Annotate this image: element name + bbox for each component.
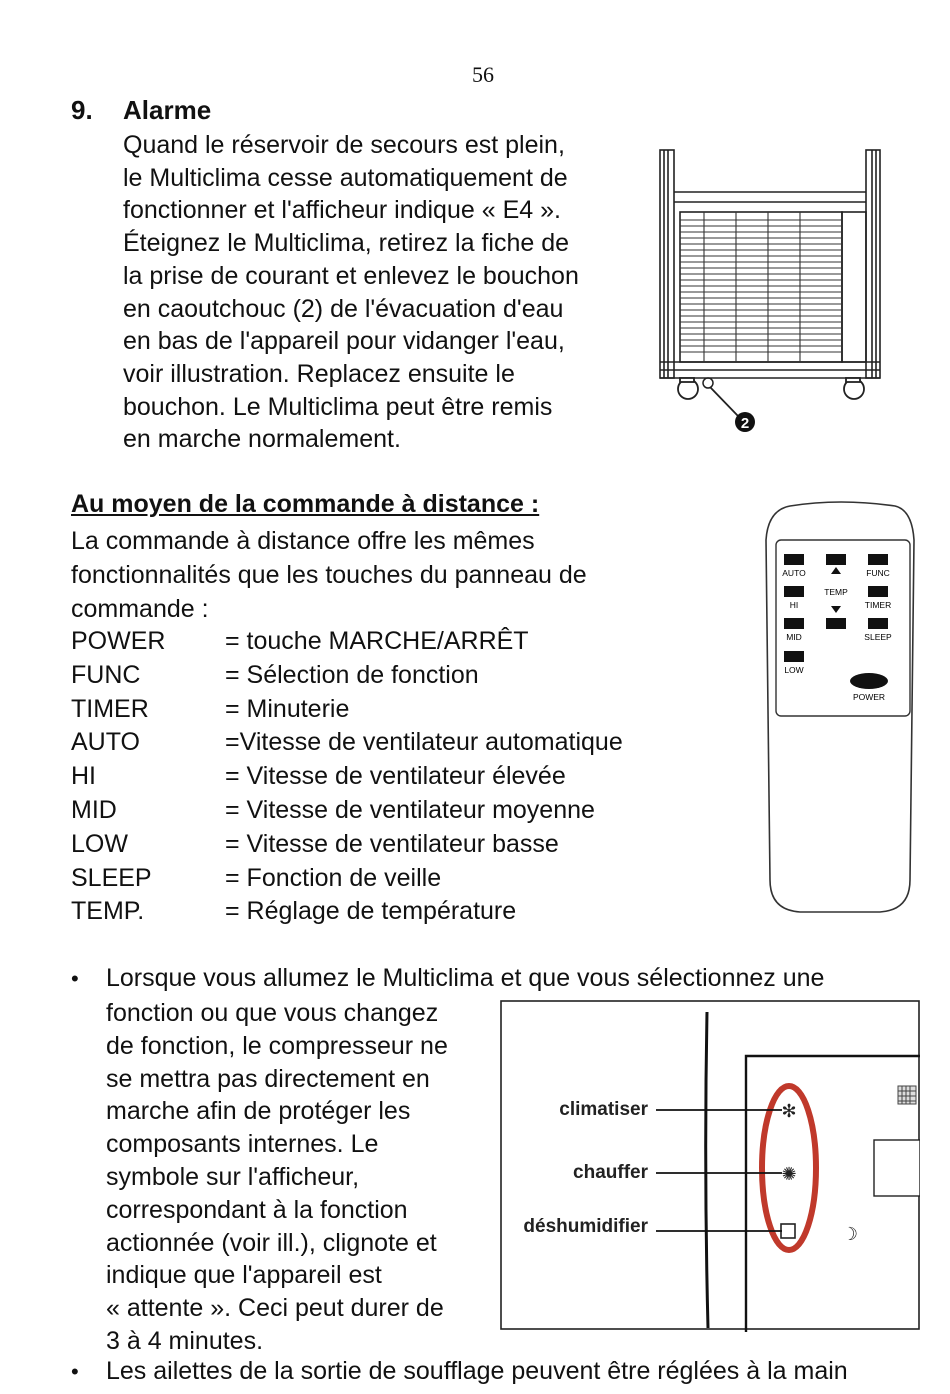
function-desc: =Vitesse de ventilateur automatique xyxy=(225,728,623,757)
function-key: SLEEP xyxy=(71,863,152,892)
remote-control-illustration xyxy=(760,500,920,920)
remote-label-power: POWER xyxy=(852,692,886,702)
bullet-first-line: Lorsque vous allumez le Multiclima et que vous sélectionnez une xyxy=(106,964,825,992)
appliance-drain-illustration xyxy=(650,140,900,440)
snowflake-icon: ✻ xyxy=(781,1101,797,1121)
text-line: marche afin de protéger les xyxy=(106,1097,411,1126)
remote-label-auto: AUTO xyxy=(782,568,806,578)
text-line: « attente ». Ceci peut durer de xyxy=(106,1294,444,1323)
sun-icon: ✺ xyxy=(781,1164,797,1184)
text-line: de fonction, le compresseur ne xyxy=(106,1031,448,1060)
label-chauffer: chauffer xyxy=(573,1162,648,1183)
text-line: actionnée (voir ill.), clignote et xyxy=(106,1228,437,1257)
page-number: 56 xyxy=(472,62,494,87)
bullet-icon: • xyxy=(71,966,79,991)
drain-plug-pointer xyxy=(703,378,738,416)
remote-label-low: LOW xyxy=(784,665,804,675)
text-line: indique que l'appareil est xyxy=(106,1261,382,1290)
remote-label-sleep: SLEEP xyxy=(864,632,892,642)
text-line: Éteignez le Multiclima, retirez la fiche de xyxy=(123,229,570,258)
section-title: Alarme xyxy=(123,95,212,125)
text-line: 3 à 4 minutes. xyxy=(106,1326,264,1355)
function-desc: = Sélection de fonction xyxy=(225,660,479,689)
text-line: en marche normalement. xyxy=(123,425,401,454)
function-key: LOW xyxy=(71,829,128,858)
remote-label-hi: HI xyxy=(789,600,799,610)
remote-label-func: FUNC xyxy=(866,568,890,578)
text-line: Quand le réservoir de secours est plein, xyxy=(123,131,565,159)
function-key: HI xyxy=(71,762,96,791)
function-key: POWER xyxy=(71,627,166,655)
label-climatiser: climatiser xyxy=(559,1099,648,1120)
text-line: voir illustration. Replacez ensuite le xyxy=(123,359,515,388)
text-line: en caoutchouc (2) de l'évacuation d'eau xyxy=(123,294,564,323)
text-line: se mettra pas directement en xyxy=(106,1064,430,1093)
text-line: fonction ou que vous changez xyxy=(106,999,439,1027)
text-line: symbole sur l'afficheur, xyxy=(106,1162,360,1191)
remote-label-mid: MID xyxy=(786,632,802,642)
power-button-icon xyxy=(850,673,888,689)
section-number: 9. xyxy=(71,95,93,125)
moon-icon: ☽ xyxy=(841,1224,859,1244)
function-desc: = Minuterie xyxy=(225,694,350,723)
display-panel-illustration xyxy=(500,1000,920,1332)
function-key: MID xyxy=(71,795,117,824)
function-key: TEMP. xyxy=(71,897,145,926)
text-line: commande : xyxy=(71,595,209,623)
bullet-icon: • xyxy=(71,1359,79,1384)
alarm-paragraph xyxy=(123,129,579,456)
text-line: le Multiclima cesse automatiquement de xyxy=(123,163,568,192)
remote-label-temp: TEMP xyxy=(824,587,848,597)
function-key: TIMER xyxy=(71,694,149,723)
remote-intro xyxy=(71,524,587,626)
text-line: La commande à distance offre les mêmes xyxy=(71,527,535,555)
callout-number: 2 xyxy=(740,415,750,432)
text-line: en bas de l'appareil pour vidanger l'eau, xyxy=(123,327,565,356)
text-line: composants internes. Le xyxy=(106,1130,379,1159)
text-line: correspondant à la fonction xyxy=(106,1195,408,1224)
text-line: fonctionner et l'afficheur indique « E4 ». xyxy=(123,196,561,225)
bullet-paragraph xyxy=(106,997,448,1358)
remote-label-timer: TIMER xyxy=(864,600,892,610)
text-line: fonctionnalités que les touches du panneau de xyxy=(71,561,587,589)
function-key: FUNC xyxy=(71,660,141,689)
function-desc: = touche MARCHE/ARRÊT xyxy=(225,627,529,655)
function-desc: = Vitesse de ventilateur moyenne xyxy=(225,795,595,824)
wheel-icon xyxy=(678,378,864,399)
function-desc: = Vitesse de ventilateur élevée xyxy=(225,762,566,791)
callout-badge xyxy=(735,412,755,432)
grid-icon xyxy=(898,1086,916,1104)
text-line: bouchon. Le Multiclima peut être remis xyxy=(123,392,553,421)
bullet-first-line: Les ailettes de la sortie de soufflage peuvent être réglées à la main xyxy=(106,1357,848,1385)
label-deshumidifier: déshumidifier xyxy=(523,1216,648,1237)
function-desc: = Vitesse de ventilateur basse xyxy=(225,829,559,858)
function-desc: = Fonction de veille xyxy=(225,863,442,892)
function-desc: = Réglage de température xyxy=(225,897,517,926)
remote-heading: Au moyen de la commande à distance : xyxy=(71,490,540,518)
text-line: la prise de courant et enlevez le bouchon xyxy=(123,261,579,290)
function-key: AUTO xyxy=(71,728,140,757)
